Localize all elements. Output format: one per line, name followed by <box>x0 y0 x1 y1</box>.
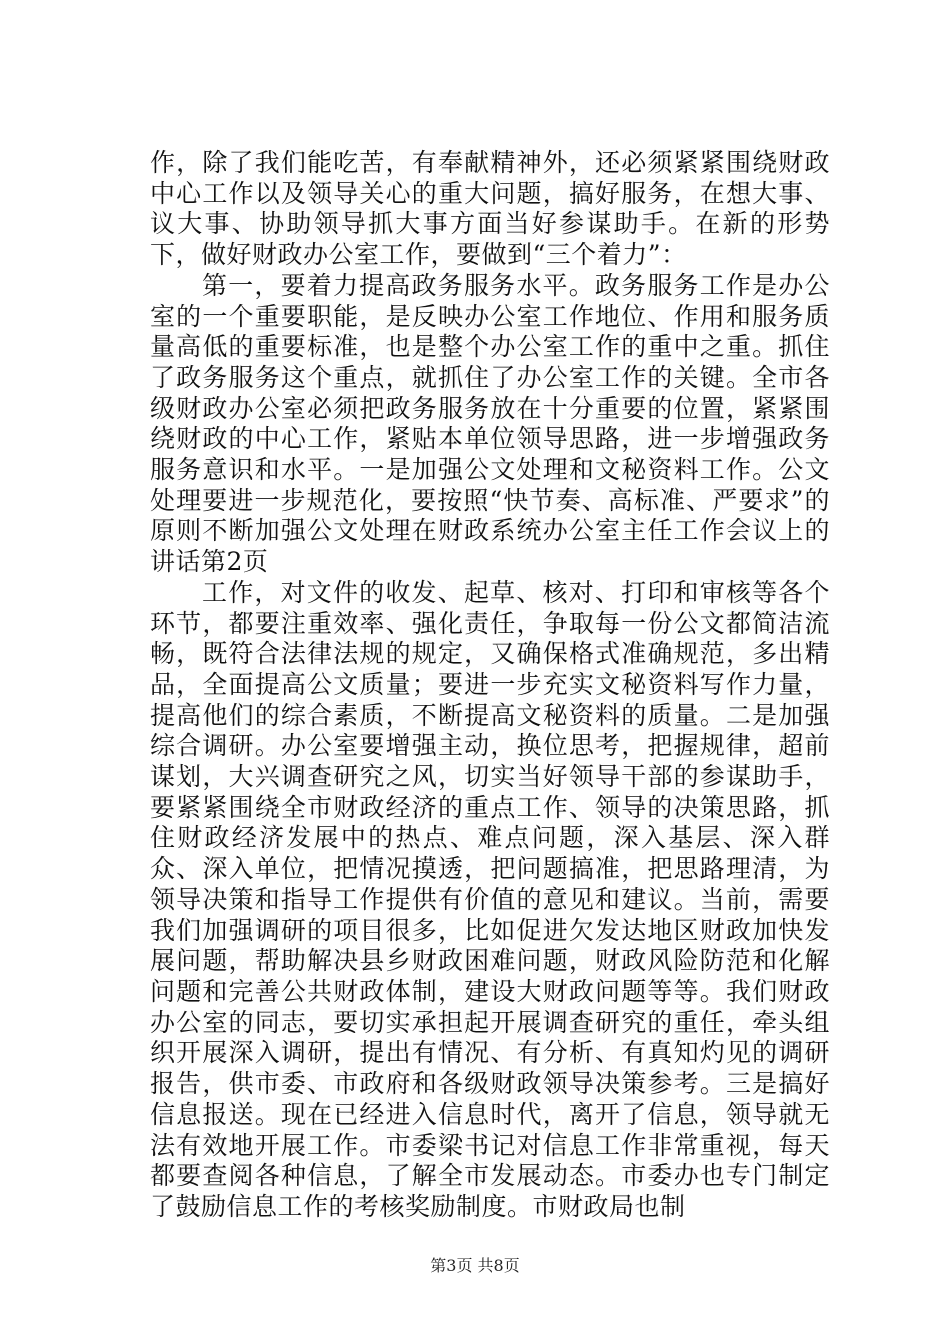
page-footer: 第3页 共8页 <box>430 1256 520 1275</box>
paragraph-continuation: 作，除了我们能吃苦，有奉献精神外，还必须紧紧围绕财政中心工作以及领导关心的重大问题，搞好服务，在想大事、议大事、协助领导抓大事方面当好参谋助手。在新的形势下，做好财政办公室工作，要做到“三个着力”： <box>150 148 830 270</box>
paragraph-work-details: 工作，对文件的收发、起草、核对、打印和审核等各个环节，都要注重效率、强化责任，争取每一份公文都简洁流畅，既符合法律法规的规定，又确保格式准确规范，多出精品，全面提高公文质量；要进一步充实文秘资料写作力量，提高他们的综合素质，不断提高文秘资料的质量。二是加强综合调研。办公室要增强主动，换位思考，把握规律，超前谋划，大兴调查研究之风，切实当好领导干部的参谋助手，要紧紧围绕全市财政经济的重点工作、领导的决策思路，抓住财政经济发展中的热点、难点问题，深入基层、深入群众、深入单位，把情况摸透，把问题搞准，把思路理清，为领导决策和指导工作提供有价值的意见和建议。当前，需要我们加强调研的项目很多，比如促进欠发达地区财政加快发展问题，帮助解决县乡财政困难问题，财政风险防范和化解问题和完善公共财政体制，建设大财政问题等等。我们财政办公室的同志，要切实承担起开展调查研究的重任，牵头组织开展深入调研，提出有情况、有分析、有真知灼见的调研报告，供市委、市政府和各级财政领导决策参考。三是搞好信息报送。现在已经进入信息时代，离开了信息，领导就无法有效地开展工作。市委梁书记对信息工作非常重视，每天都要查阅各种信息，了解全市发展动态。市委办也专门制定了鼓励信息工作的考核奖励制度。市财政局也制 <box>150 577 830 1221</box>
body-text <box>150 148 830 1223</box>
paragraph-first-point: 第一，要着力提高政务服务水平。政务服务工作是办公室的一个重要职能，是反映办公室工作地位、作用和服务质量高低的重要标准，也是整个办公室工作的重中之重。抓住了政务服务这个重点，就抓住了办公室工作的关键。全市各级财政办公室必须把政务服务放在十分重要的位置，紧紧围绕财政的中心工作，紧贴本单位领导思路，进一步增强政务服务意识和水平。一是加强公文处理和文秘资料工作。公文处理要进一步规范化，要按照“快节奏、高标准、严要求”的原则不断加强公文处理在财政系统办公室主任工作会议上的讲话第2页 <box>150 270 830 577</box>
